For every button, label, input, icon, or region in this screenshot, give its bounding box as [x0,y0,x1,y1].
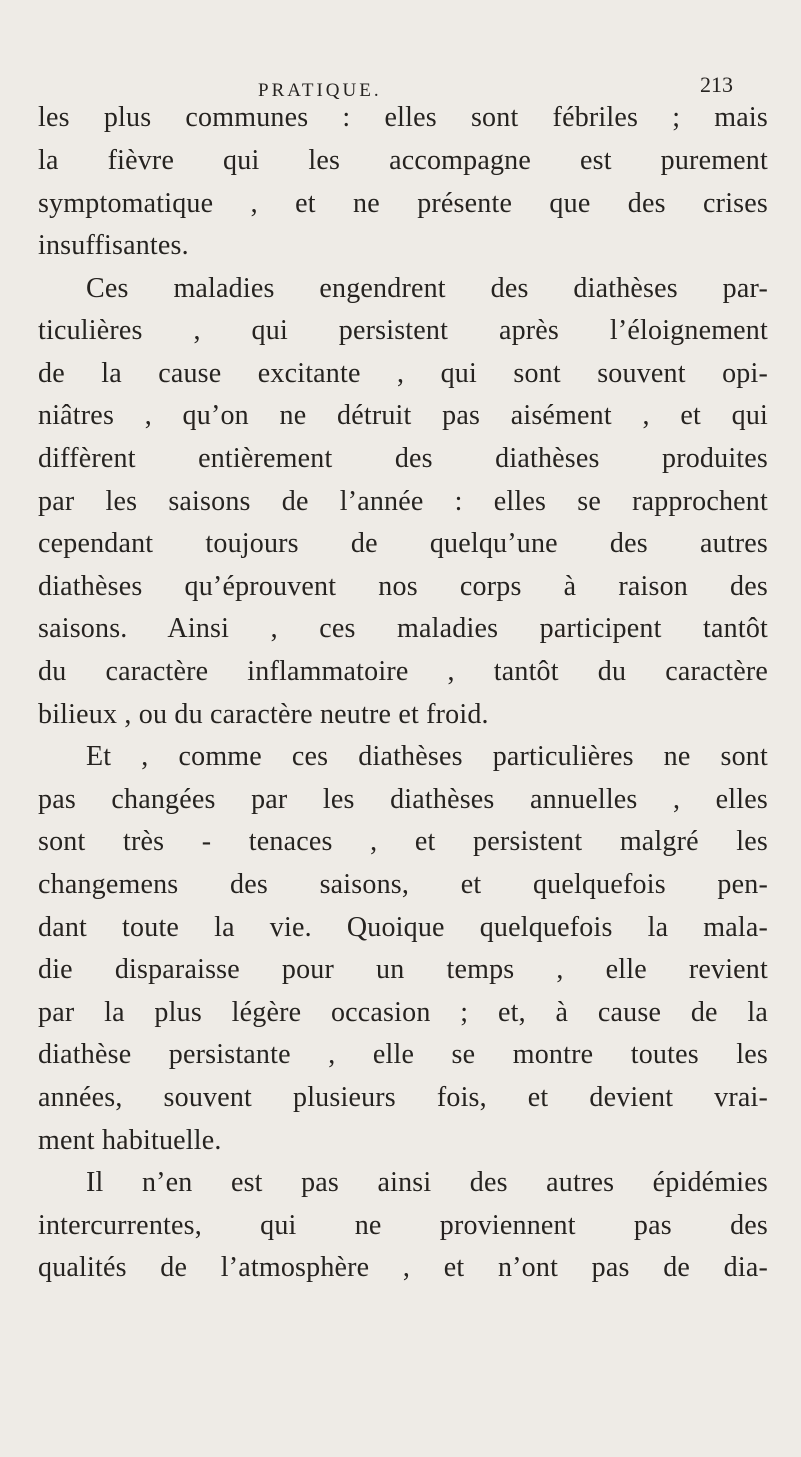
text-line: intercurrentes, qui ne proviennent pas des [38,1210,768,1241]
text-line: ticulières , qui persistent après l’éloignement [38,315,768,346]
page-number: 213 [700,72,733,97]
text-line: cependant toujours de quelqu’une des autres [38,528,768,559]
text-line: bilieux , ou du caractère neutre et froid. [38,699,489,730]
text-line: die disparaisse pour un temps , elle revient [38,954,768,985]
text-line: diffèrent entièrement des diathèses produites [38,443,768,474]
text-line: Ces maladies engendrent des diathèses par- [86,273,768,304]
text-line: saisons. Ainsi , ces maladies participent tantôt [38,613,768,644]
text-line: insuffisantes. [38,230,189,261]
text-line: niâtres , qu’on ne détruit pas aisément , et qui [38,400,768,431]
text-line: ment habituelle. [38,1125,222,1156]
text-line: changemens des saisons, et quelquefois pen- [38,869,768,900]
text-line: par les saisons de l’année : elles se rapprochent [38,486,768,517]
text-line: symptomatique , et ne présente que des crises [38,188,768,219]
text-line: diathèse persistante , elle se montre toutes les [38,1039,768,1070]
text-line: du caractère inflammatoire , tantôt du caractère [38,656,768,687]
text-line: qualités de l’atmosphère , et n’ont pas de dia- [38,1252,768,1283]
text-line: par la plus légère occasion ; et, à cause de la [38,997,768,1028]
text-line: de la cause excitante , qui sont souvent opi- [38,358,768,389]
text-line: la fièvre qui les accompagne est purement [38,145,768,176]
text-line: diathèses qu’éprouvent nos corps à raison des [38,571,768,602]
text-line: dant toute la vie. Quoique quelquefois la mala- [38,912,768,943]
text-line: pas changées par les diathèses annuelles , elles [38,784,768,815]
text-line: Et , comme ces diathèses particulières ne sont [86,741,768,772]
text-line: sont très - tenaces , et persistent malgré les [38,826,768,857]
running-title: PRATIQUE. [258,80,382,101]
text-line: Il n’en est pas ainsi des autres épidémies [86,1167,768,1198]
text-line: années, souvent plusieurs fois, et devient vrai- [38,1082,768,1113]
text-line: les plus communes : elles sont fébriles ; mais [38,102,768,133]
